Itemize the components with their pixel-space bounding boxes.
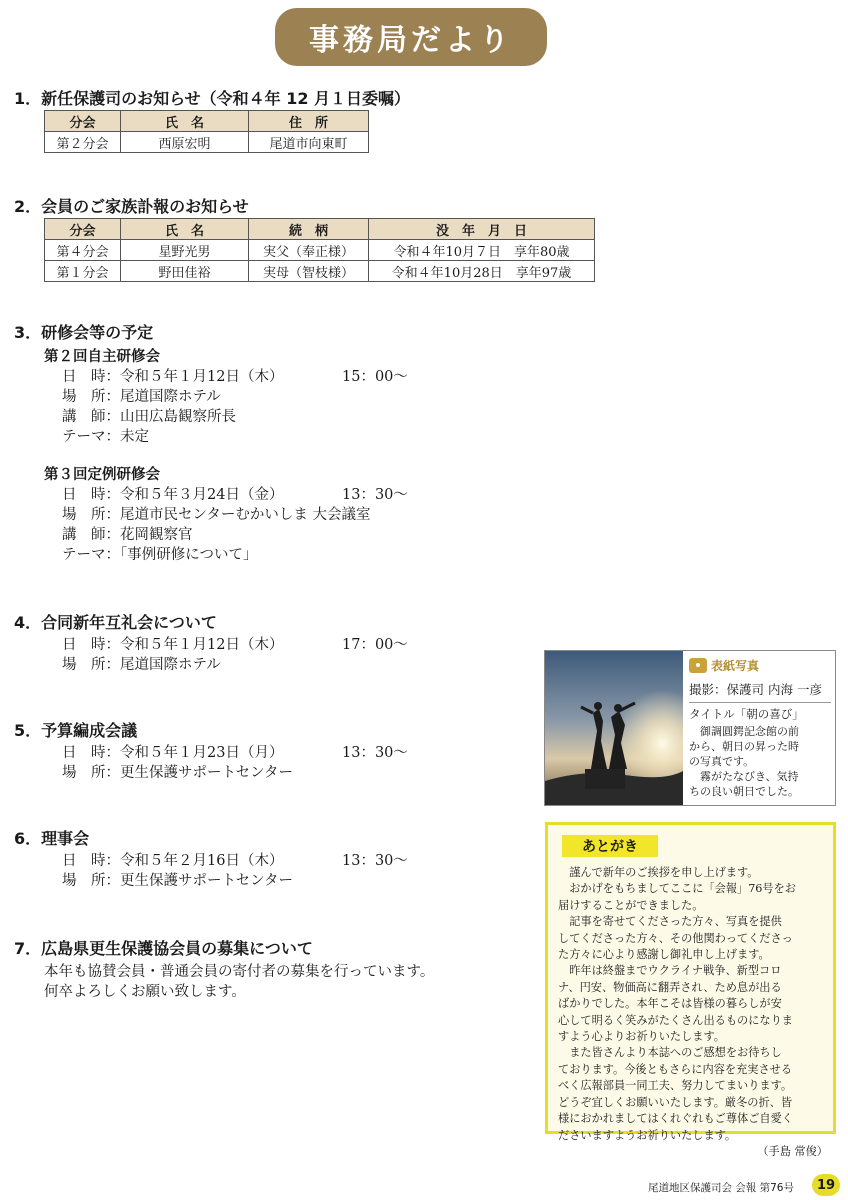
- afterword-line: ばかりでした。本年こそは皆様の暮らしが安: [558, 997, 782, 1011]
- divider: [689, 702, 831, 703]
- cover-line: ちの良い朝日でした。: [689, 785, 799, 798]
- line-label: 講 師：: [62, 409, 120, 425]
- reception-place: [62, 653, 221, 674]
- afterword-line: また皆さんより本誌へのご感想をお待ちし: [558, 1046, 782, 1060]
- section-5-title: 5．予算編成会議: [14, 721, 138, 740]
- table-row: [45, 261, 595, 282]
- line-label: 日 時：: [62, 745, 120, 761]
- afterword-body: [558, 865, 828, 1160]
- table-cell: 星野光男: [121, 240, 249, 261]
- afterword-line: 謹んで新年のご挨拶を申し上げます。: [558, 866, 759, 879]
- page-number: 19: [812, 1174, 840, 1196]
- line-time: 17：00〜: [342, 637, 408, 653]
- afterword-line: ております。今後ともさらに内容を充実させる: [558, 1062, 793, 1076]
- afterword-line: ナ、円安、物価高に翻弄され、ため息が出る: [558, 980, 782, 994]
- recruitment-text: 何卒よろしくお願い致します。: [44, 984, 246, 1000]
- line-label: 場 所：: [62, 507, 120, 523]
- line-value: 令和５年１月12日（木）: [120, 637, 284, 653]
- line-label: テーマ：: [62, 429, 120, 445]
- table-row: [45, 240, 595, 261]
- cover-line: の写真です。: [689, 755, 755, 768]
- table-header-row: [45, 219, 595, 240]
- table-header: 分会: [45, 111, 121, 132]
- table-cell: 第１分会: [45, 261, 121, 282]
- line-label: 講 師：: [62, 527, 120, 543]
- reception-datetime: [62, 633, 408, 654]
- table-cell: 令和４年10月28日 享年97歳: [369, 261, 595, 282]
- training-3-lecturer: [62, 523, 193, 544]
- afterword-line: 昨年は終盤までウクライナ戦争、新型コロ: [558, 964, 782, 978]
- afterword-line: おかげをもちましてここに「会報」76号をお: [558, 882, 796, 896]
- table-cell: 実父（奉正様）: [249, 240, 369, 261]
- training-2-theme: [62, 425, 149, 446]
- cover-line: から、朝日の昇った時: [689, 740, 799, 753]
- cover-label-text: 表紙写真: [711, 659, 760, 673]
- cover-line: 霧がたなびき、気持: [689, 770, 799, 783]
- table-header: 続 柄: [249, 219, 369, 240]
- budget-datetime: [62, 741, 408, 762]
- board-place: [62, 869, 293, 890]
- line-value: 「事例研修について」: [120, 547, 258, 563]
- line-time: 13：30〜: [342, 745, 408, 761]
- afterword-line: どうぞ宜しくお願いいたします。厳冬の折、皆: [558, 1095, 793, 1109]
- line-value: 令和５年１月12日（木）: [120, 369, 284, 385]
- cover-photo-box: [544, 650, 836, 806]
- training-3-datetime: [62, 483, 408, 504]
- table-cell: 尾道市向東町: [249, 132, 369, 153]
- cover-label: [689, 657, 831, 674]
- line-value: 令和５年３月24日（金）: [120, 487, 284, 503]
- line-time: 15：00〜: [342, 369, 408, 385]
- afterword-line: 記事を寄せてくださった方々、写真を提供: [558, 915, 782, 929]
- line-label: 場 所：: [62, 657, 120, 673]
- line-label: 日 時：: [62, 369, 120, 385]
- new-officers-table: [44, 110, 369, 153]
- table-cell: 西原宏明: [121, 132, 249, 153]
- table-header: 没 年 月 日: [369, 219, 595, 240]
- line-label: 日 時：: [62, 637, 120, 653]
- line-value: 更生保護サポートセンター: [120, 765, 293, 781]
- cover-line: 御調圓鍔記念館の前: [689, 725, 799, 738]
- line-value: 未定: [120, 429, 149, 445]
- table-header: 氏 名: [121, 111, 249, 132]
- recruitment-text: 本年も協賛会員・普通会員の寄付者の募集を行っています。: [44, 964, 435, 980]
- table-cell: 第４分会: [45, 240, 121, 261]
- afterword-signature: （手島 常俊）: [757, 1144, 828, 1158]
- afterword-line: してくださった方々、その他関わってくださっ: [558, 931, 793, 945]
- footer-publication: 尾道地区保護司会 会報 第76号: [647, 1182, 794, 1194]
- budget-place: [62, 761, 293, 782]
- line-label: 場 所：: [62, 389, 120, 405]
- cover-photo: [545, 651, 683, 805]
- table-cell: 令和４年10月７日 享年80歳: [369, 240, 595, 261]
- line-value: 山田広島観察所長: [120, 409, 236, 425]
- training-2-title: 第２回自主研修会: [44, 349, 160, 365]
- camera-icon: [689, 658, 707, 673]
- section-2-title: 2．会員のご家族訃報のお知らせ: [14, 197, 249, 216]
- afterword-line: 心して明るく笑みがたくさん出るものになりま: [558, 1013, 793, 1027]
- page-banner: 事務局だより: [275, 8, 547, 66]
- line-value: 尾道市民センターむかいしま 大会議室: [120, 507, 371, 523]
- table-header-row: [45, 111, 369, 132]
- line-value: 令和５年２月16日（木）: [120, 853, 284, 869]
- line-value: 尾道国際ホテル: [120, 657, 221, 673]
- table-header: 住 所: [249, 111, 369, 132]
- afterword-line: 様におかれましてはくれぐれもご尊体ご自愛く: [558, 1112, 793, 1126]
- afterword-line: 届けすることができました。: [558, 898, 704, 912]
- training-3-place: [62, 503, 371, 524]
- section-7-title: 7．広島県更生保護協会員の募集について: [14, 939, 313, 958]
- line-label: テーマ：: [62, 547, 120, 563]
- obituary-table: [44, 218, 595, 282]
- training-2-lecturer: [62, 405, 236, 426]
- section-4-title: 4．合同新年互礼会について: [14, 613, 217, 632]
- table-row: [45, 132, 369, 153]
- line-value: 尾道国際ホテル: [120, 389, 221, 405]
- section-6-title: 6．理事会: [14, 829, 90, 848]
- table-cell: 第２分会: [45, 132, 121, 153]
- line-value: 更生保護サポートセンター: [120, 873, 293, 889]
- table-header: 氏 名: [121, 219, 249, 240]
- table-cell: 実母（智枝様）: [249, 261, 369, 282]
- line-label: 場 所：: [62, 765, 120, 781]
- line-time: 13：30〜: [342, 487, 408, 503]
- line-label: 場 所：: [62, 873, 120, 889]
- afterword-box: [545, 822, 836, 1158]
- line-label: 日 時：: [62, 853, 120, 869]
- afterword-line: ださいますようお祈りいたします。: [558, 1128, 737, 1142]
- table-header: 分会: [45, 219, 121, 240]
- table-cell: 野田佳裕: [121, 261, 249, 282]
- training-2-datetime: [62, 365, 408, 386]
- board-datetime: [62, 849, 408, 870]
- cover-photographer: 撮影：保護司 内海 一彦: [689, 682, 822, 697]
- cover-title: タイトル「朝の喜び」: [689, 707, 804, 721]
- line-time: 13：30〜: [342, 853, 408, 869]
- section-3-title: 3．研修会等の予定: [14, 323, 154, 342]
- cover-description: [689, 724, 831, 799]
- section-1-title: 1．新任保護司のお知らせ（令和４年 12 月１日委嘱）: [14, 89, 411, 108]
- afterword-line: べく広報部員一同工夫、努力してまいります。: [558, 1079, 793, 1093]
- line-value: 令和５年１月23日（月）: [120, 745, 284, 761]
- afterword-line: すよう心よりお祈りいたします。: [558, 1030, 725, 1044]
- afterword-line: た方々に心より感謝し御礼申し上げます。: [558, 948, 770, 962]
- line-label: 日 時：: [62, 487, 120, 503]
- training-2-place: [62, 385, 221, 406]
- training-3-title: 第３回定例研修会: [44, 467, 160, 483]
- line-value: 花岡観察官: [120, 527, 193, 543]
- afterword-title: あとがき: [562, 835, 658, 857]
- training-3-theme: [62, 543, 257, 564]
